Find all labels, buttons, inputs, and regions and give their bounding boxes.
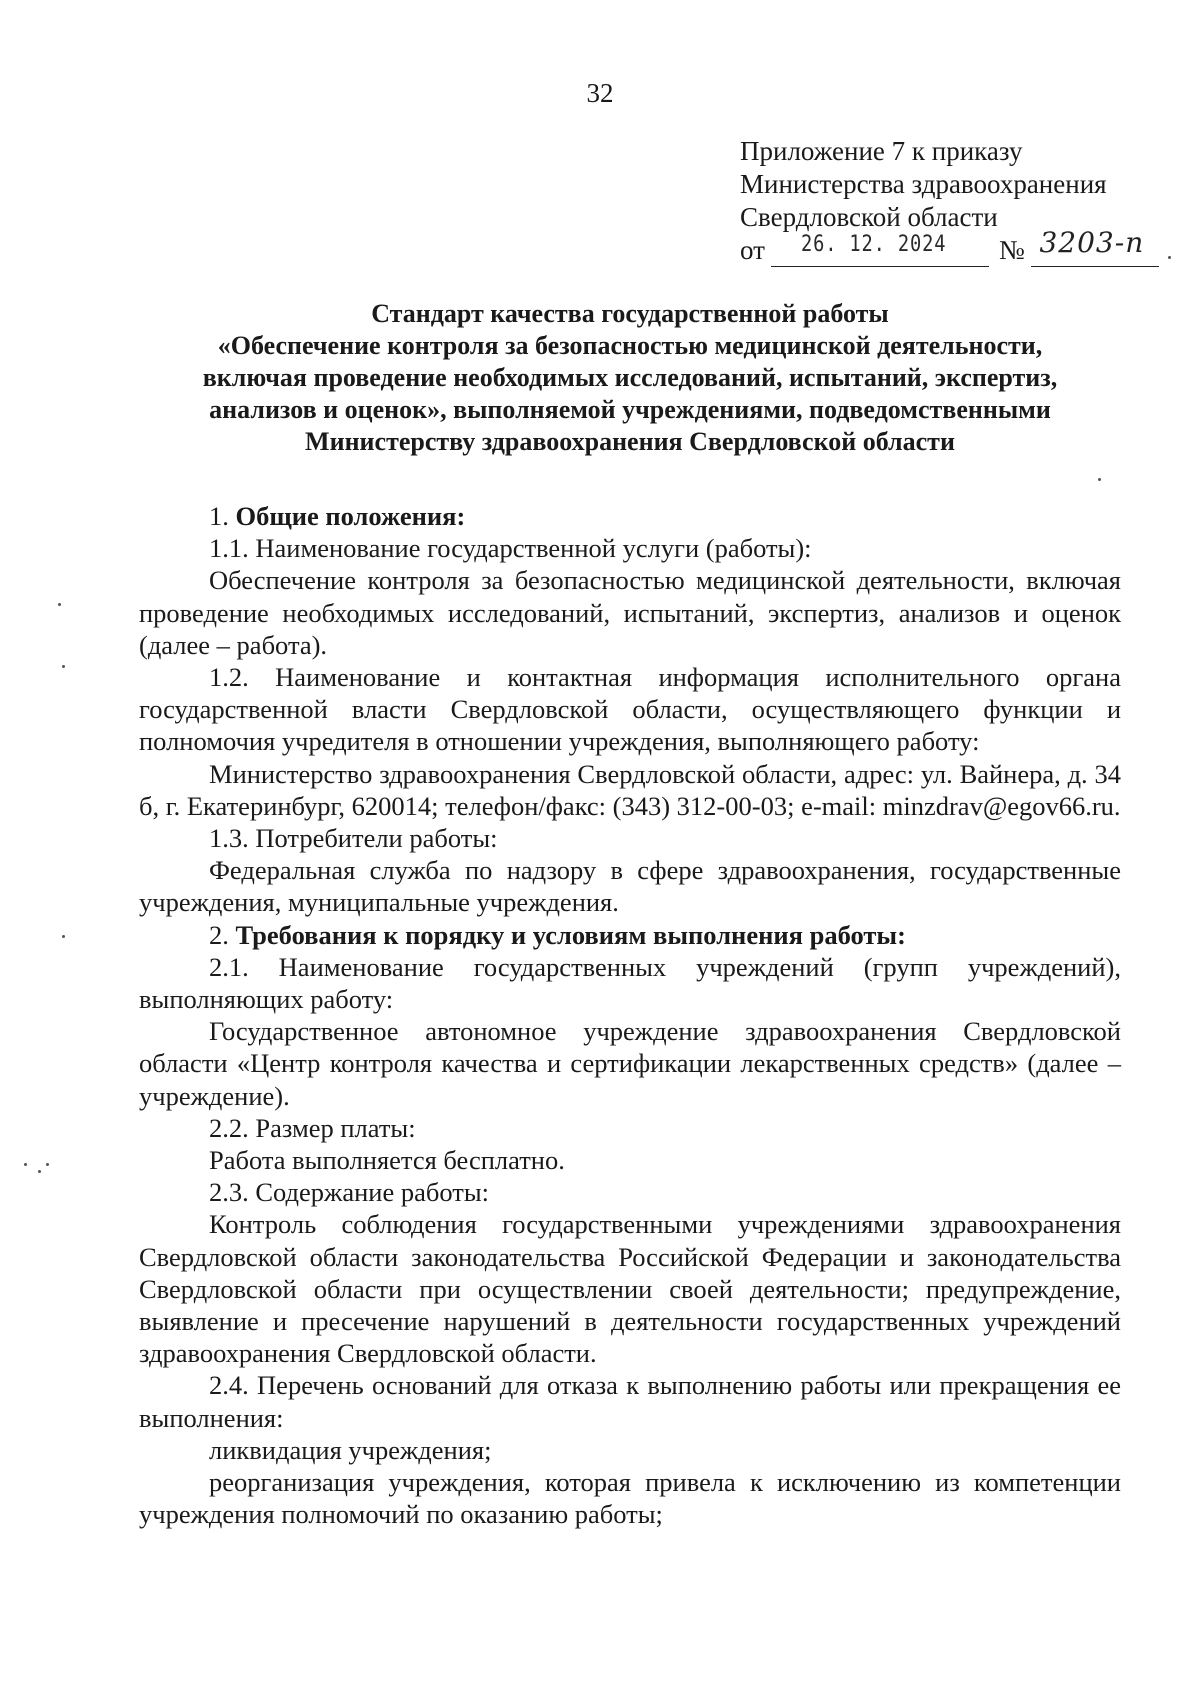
- paragraph-1-3-text: Федеральная служба по надзору в сфере здравоохранения, государственные учреждения, муниципальные учреждения.: [139, 855, 1121, 918]
- scan-speck: [38, 1170, 41, 1173]
- scan-speck: [62, 935, 65, 938]
- section-2-heading: [139, 919, 1121, 951]
- document-body: [139, 500, 1121, 1531]
- paragraph-2-4: 2.4. Перечень оснований для отказа к выполнению работы или прекращения ее выполнения:: [139, 1370, 1121, 1433]
- paragraph-2-2-text: Работа выполняется бесплатно.: [209, 1145, 565, 1176]
- section-1-title: Общие положения:: [235, 501, 466, 531]
- paragraph-1-2: 1.2. Наименование и контактная информация исполнительного органа государственной власти Свердловской области, осуществляющего функции и полномочия учредителя в отношении учреждения, выполняющего работу:: [139, 662, 1121, 757]
- scan-speck: [58, 603, 61, 606]
- title-line-2: «Обеспечение контроля за безопасностью медицинской деятельности,: [217, 331, 1043, 360]
- number-prefix: №: [998, 235, 1025, 265]
- paragraph-2-1: 2.1. Наименование государственных учреждений (групп учреждений), выполняющих работу:: [139, 951, 1121, 1015]
- paragraph-2-4-item-b: реорганизация учреждения, которая привела к исключению из компетенции учреждения полномочий по оказанию работы;: [139, 1467, 1121, 1530]
- paragraph-1-3: 1.3. Потребители работы:: [209, 823, 498, 854]
- title-line-3: включая проведение необходимых исследований, испытаний, экспертиз,: [202, 363, 1058, 392]
- section-1-number: 1.: [209, 501, 236, 531]
- appendix-line-1: Приложение 7 к приказу: [740, 136, 1023, 166]
- paragraph-2-3-text: Контроль соблюдения государственными учреждениями здравоохранения Свердловской области законодательства Российской Федерации и законодательства Свердловской области при осуществлении своей деятельности; предупреждение, выявление и пресечение нарушений в деятельности государственных учреждений здравоохранения Свердловской области.: [139, 1209, 1121, 1369]
- paragraph-2-3: 2.3. Содержание работы:: [209, 1177, 489, 1208]
- section-2-title: Требования к порядку и условиям выполнения работы:: [235, 919, 906, 950]
- section-1-heading: [139, 500, 1121, 532]
- section-2-number: 2.: [209, 919, 236, 950]
- page-number: 32: [586, 78, 614, 108]
- paragraph-1-1-text: Обеспечение контроля за безопасностью медицинской деятельности, включая проведение необходимых исследований, испытаний, экспертиз, анализов и оценок (далее – работа).: [139, 565, 1121, 660]
- title-line-4: анализов и оценок», выполняемой учреждениями, подведомственными: [209, 395, 1051, 424]
- appendix-line-2: Министерства здравоохранения: [740, 169, 1107, 199]
- scan-speck: [46, 1163, 49, 1166]
- handwritten-number: 3203-п: [1039, 226, 1145, 259]
- scan-speck: [24, 1163, 27, 1166]
- paragraph-1-1: 1.1. Наименование государственной услуги (работы):: [209, 533, 812, 564]
- title-line-1: Стандарт качества государственной работы: [371, 299, 889, 328]
- scan-speck: [1098, 478, 1101, 481]
- scan-speck: [1168, 256, 1171, 259]
- paragraph-2-1-text: Государственное автономное учреждение здравоохранения Свердловской области «Центр контроля качества и сертификации лекарственных средств» (далее – учреждение).: [139, 1016, 1121, 1111]
- date-prefix: от: [740, 235, 765, 265]
- paragraph-2-2: 2.2. Размер платы:: [209, 1112, 416, 1143]
- number-field: [1031, 226, 1159, 267]
- date-number-row: [740, 226, 1160, 267]
- appendix-line-3: Свердловской области: [740, 202, 998, 232]
- date-field: [771, 232, 989, 267]
- appendix-block: [740, 135, 1160, 267]
- document-title: [130, 298, 1130, 458]
- handwritten-date: 26. 12. 2024: [800, 232, 947, 257]
- paragraph-1-2-text: Министерство здравоохранения Свердловской области, адрес: ул. Вайнера, д. 34 б, г. Екатеринбург, 620014; телефон/факс: (343) 312-00-03; e-mail: minzdrav@egov66.ru.: [139, 758, 1121, 821]
- paragraph-2-4-item-a: ликвидация учреждения;: [209, 1434, 492, 1465]
- title-line-5: Министерству здравоохранения Свердловской области: [305, 427, 955, 456]
- scan-speck: [62, 665, 65, 668]
